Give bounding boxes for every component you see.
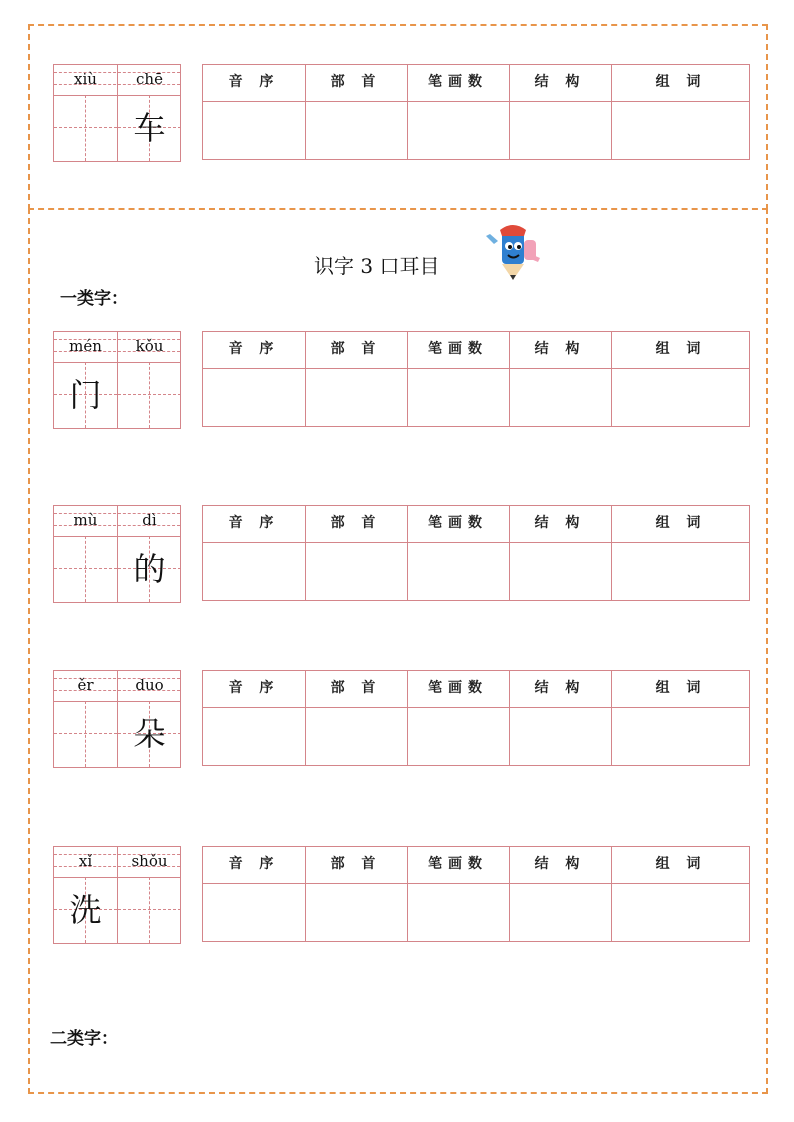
tianzi-grid xyxy=(53,846,181,944)
hanzi-character: 朵 xyxy=(133,715,166,753)
pinyin-text: shǒu xyxy=(131,852,168,870)
answer-cell[interactable] xyxy=(203,884,305,940)
category-one-label: 一类字： xyxy=(60,289,128,309)
answer-cell[interactable] xyxy=(203,543,305,599)
answer-cell[interactable] xyxy=(509,369,611,425)
writing-cell[interactable] xyxy=(118,701,181,767)
writing-cell[interactable] xyxy=(118,362,181,428)
answer-cell[interactable] xyxy=(407,543,509,599)
table-header-cell: 组 词 xyxy=(655,515,707,531)
table-header-cell: 部 首 xyxy=(330,515,382,531)
table-header-cell: 组 词 xyxy=(655,856,707,872)
table-header-cell: 部 首 xyxy=(330,856,382,872)
pinyin-text: mén xyxy=(69,337,102,355)
answer-cell[interactable] xyxy=(305,884,407,940)
writing-cell[interactable] xyxy=(54,362,117,428)
tianzi-grid xyxy=(53,331,181,429)
table-header-cell: 组 词 xyxy=(655,341,707,357)
answer-cell[interactable] xyxy=(203,369,305,425)
answer-cell[interactable] xyxy=(407,369,509,425)
pencil-mascot-icon xyxy=(484,222,542,284)
tianzi-grid xyxy=(53,505,181,603)
hanzi-character: 洗 xyxy=(69,891,102,929)
table-header-cell: 音 序 xyxy=(228,515,280,531)
dashed-guide xyxy=(85,536,86,602)
table-header-cell: 结 构 xyxy=(534,680,586,696)
table-header-cell: 组 词 xyxy=(655,74,707,90)
answer-cell[interactable] xyxy=(407,708,509,764)
table-header-cell: 音 序 xyxy=(228,856,280,872)
char-info-table xyxy=(202,64,750,160)
char-info-table xyxy=(202,670,750,766)
dashed-guide xyxy=(54,733,117,734)
pinyin-text: chē xyxy=(136,70,163,88)
pinyin-text: xǐ xyxy=(78,852,93,870)
writing-cell[interactable] xyxy=(118,95,181,161)
table-header-cell: 结 构 xyxy=(534,856,586,872)
pinyin-text: xiù xyxy=(74,70,97,88)
pinyin-text: kǒu xyxy=(135,337,164,355)
answer-cell[interactable] xyxy=(203,708,305,764)
table-header-cell: 笔画数 xyxy=(428,680,488,696)
answer-cell[interactable] xyxy=(611,543,751,599)
answer-cell[interactable] xyxy=(611,708,751,764)
answer-cell[interactable] xyxy=(407,102,509,158)
table-header-cell: 组 词 xyxy=(655,680,707,696)
table-header-cell: 笔画数 xyxy=(428,856,488,872)
table-header-cell: 音 序 xyxy=(228,680,280,696)
table-header-cell: 笔画数 xyxy=(428,515,488,531)
answer-cell[interactable] xyxy=(509,884,611,940)
lesson-title: 识字 3 口耳目 xyxy=(314,254,440,278)
table-header-cell: 部 首 xyxy=(330,680,382,696)
table-header-cell: 结 构 xyxy=(534,74,586,90)
writing-cell[interactable] xyxy=(54,95,117,161)
answer-cell[interactable] xyxy=(305,369,407,425)
dashed-guide xyxy=(54,127,117,128)
answer-cell[interactable] xyxy=(611,369,751,425)
dashed-guide xyxy=(85,701,86,767)
answer-cell[interactable] xyxy=(305,708,407,764)
char-info-table xyxy=(202,331,750,427)
hanzi-character: 车 xyxy=(133,109,166,147)
category-two-label: 二类字： xyxy=(50,1029,118,1049)
writing-cell[interactable] xyxy=(54,877,117,943)
table-header-cell: 部 首 xyxy=(330,74,382,90)
writing-cell[interactable] xyxy=(54,536,117,602)
answer-cell[interactable] xyxy=(509,102,611,158)
table-header-cell: 音 序 xyxy=(228,341,280,357)
dashed-guide xyxy=(118,394,181,395)
answer-cell[interactable] xyxy=(611,102,751,158)
char-info-table xyxy=(202,846,750,942)
dashed-guide xyxy=(118,909,181,910)
hanzi-character: 的 xyxy=(133,550,166,588)
table-header-cell: 笔画数 xyxy=(428,341,488,357)
dashed-guide xyxy=(54,568,117,569)
table-header-cell: 结 构 xyxy=(534,515,586,531)
pinyin-text: dì xyxy=(142,511,157,529)
answer-cell[interactable] xyxy=(305,102,407,158)
char-info-table xyxy=(202,505,750,601)
dashed-guide xyxy=(149,877,150,943)
answer-cell[interactable] xyxy=(203,102,305,158)
writing-cell[interactable] xyxy=(54,701,117,767)
answer-cell[interactable] xyxy=(509,708,611,764)
writing-cell[interactable] xyxy=(118,536,181,602)
writing-cell[interactable] xyxy=(118,877,181,943)
answer-cell[interactable] xyxy=(611,884,751,940)
table-header-cell: 结 构 xyxy=(534,341,586,357)
pinyin-text: ěr xyxy=(77,676,94,694)
table-header-cell: 音 序 xyxy=(228,74,280,90)
hanzi-character: 门 xyxy=(69,376,102,414)
tianzi-grid xyxy=(53,670,181,768)
dashed-guide xyxy=(149,362,150,428)
answer-cell[interactable] xyxy=(407,884,509,940)
tianzi-grid xyxy=(53,64,181,162)
answer-cell[interactable] xyxy=(305,543,407,599)
pinyin-text: mù xyxy=(73,511,98,529)
dashed-guide xyxy=(85,95,86,161)
table-header-cell: 笔画数 xyxy=(428,74,488,90)
pinyin-text: duo xyxy=(135,676,164,694)
table-header-cell: 部 首 xyxy=(330,341,382,357)
answer-cell[interactable] xyxy=(509,543,611,599)
